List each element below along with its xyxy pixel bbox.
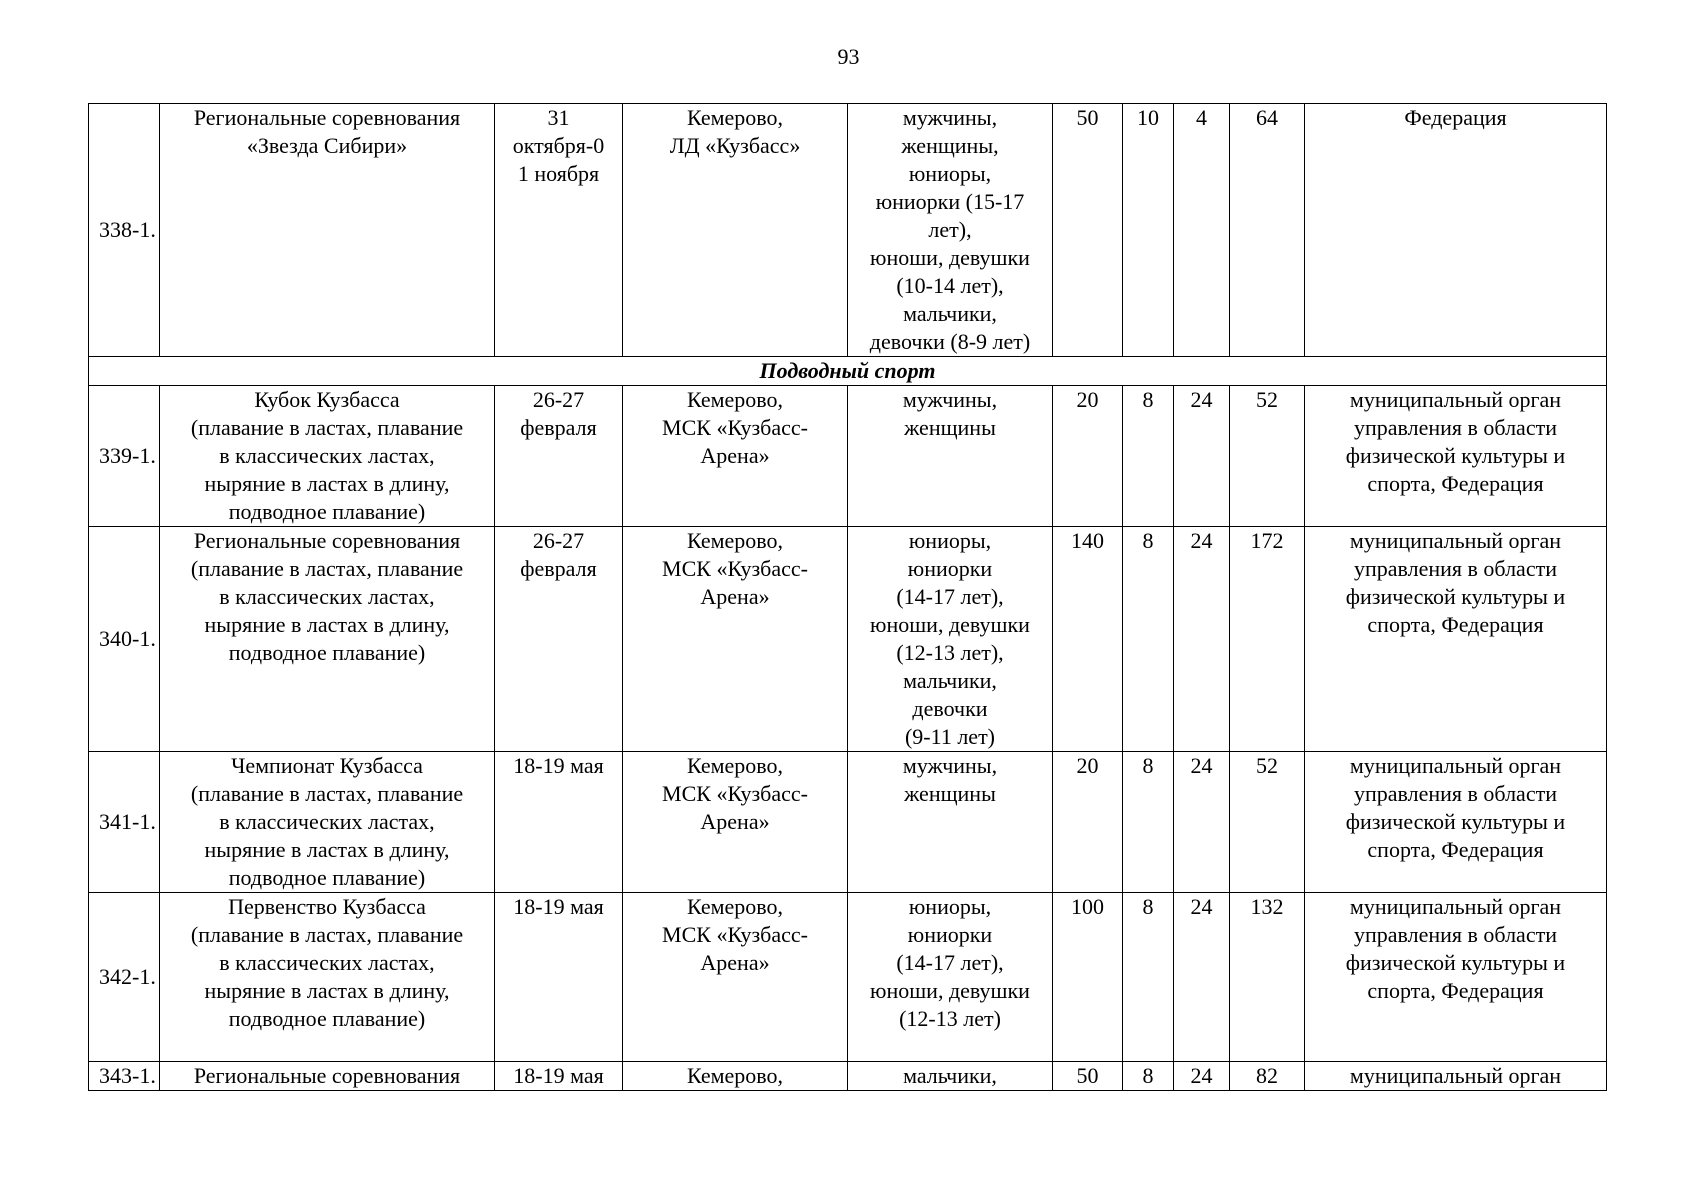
event-date: 31 октября-0 1 ноября [495, 104, 623, 357]
event-participants: мужчины, женщины [848, 386, 1053, 527]
event-name: Чемпионат Кузбасса (плавание в ластах, плавание в классических ластах, ныряние в ластах в длину, подводное плавание) [160, 752, 495, 893]
event-organizer: муниципальный орган управления в области физической культуры и спорта, Федерация [1305, 752, 1607, 893]
count-total: 172 [1230, 527, 1305, 752]
count-3: 24 [1174, 386, 1230, 527]
row-number: 343-1. [89, 1062, 160, 1091]
event-place: Кемерово, ЛД «Кузбасс» [623, 104, 848, 357]
event-date: 26-27 февраля [495, 527, 623, 752]
count-total: 82 [1230, 1062, 1305, 1091]
event-name: Первенство Кузбасса (плавание в ластах, плавание в классических ластах, ныряние в ластах в длину, подводное плавание) [160, 893, 495, 1062]
section-title: Подводный спорт [89, 357, 1607, 386]
count-1: 140 [1053, 527, 1123, 752]
event-date: 18-19 мая [495, 893, 623, 1062]
count-1: 20 [1053, 752, 1123, 893]
event-place: Кемерово, МСК «Кузбасс- Арена» [623, 752, 848, 893]
row-number: 341-1. [89, 752, 160, 893]
event-name: Кубок Кузбасса (плавание в ластах, плавание в классических ластах, ныряние в ластах в длину, подводное плавание) [160, 386, 495, 527]
count-2: 10 [1123, 104, 1174, 357]
event-name: Региональные соревнования [160, 1062, 495, 1091]
table-row [89, 386, 1607, 527]
section-row [89, 357, 1607, 386]
event-participants: мужчины, женщины [848, 752, 1053, 893]
count-1: 50 [1053, 1062, 1123, 1091]
row-number: 340-1. [89, 527, 160, 752]
event-organizer: муниципальный орган управления в области физической культуры и спорта, Федерация [1305, 893, 1607, 1062]
event-name: Региональные соревнования (плавание в ластах, плавание в классических ластах, ныряние в ластах в длину, подводное плавание) [160, 527, 495, 752]
events-table [88, 103, 1607, 1091]
row-number: 338-1. [89, 104, 160, 357]
table-row [89, 1062, 1607, 1091]
event-place: Кемерово, МСК «Кузбасс- Арена» [623, 386, 848, 527]
count-3: 24 [1174, 1062, 1230, 1091]
count-3: 24 [1174, 752, 1230, 893]
event-participants: мальчики, [848, 1062, 1053, 1091]
event-participants: юниоры, юниорки (14-17 лет), юноши, девушки (12-13 лет), мальчики, девочки (9-11 лет) [848, 527, 1053, 752]
count-1: 50 [1053, 104, 1123, 357]
table-row [89, 752, 1607, 893]
event-organizer: муниципальный орган [1305, 1062, 1607, 1091]
count-1: 100 [1053, 893, 1123, 1062]
event-place: Кемерово, МСК «Кузбасс- Арена» [623, 893, 848, 1062]
page-number: 93 [837, 44, 860, 69]
event-date: 26-27 февраля [495, 386, 623, 527]
count-2: 8 [1123, 752, 1174, 893]
table-row [89, 893, 1607, 1062]
event-place: Кемерово, [623, 1062, 848, 1091]
count-2: 8 [1123, 386, 1174, 527]
event-participants: юниоры, юниорки (14-17 лет), юноши, девушки (12-13 лет) [848, 893, 1053, 1062]
event-organizer: Федерация [1305, 104, 1607, 357]
event-date: 18-19 мая [495, 1062, 623, 1091]
row-number: 339-1. [89, 386, 160, 527]
count-2: 8 [1123, 527, 1174, 752]
event-place: Кемерово, МСК «Кузбасс- Арена» [623, 527, 848, 752]
count-3: 24 [1174, 893, 1230, 1062]
event-participants: мужчины, женщины, юниоры, юниорки (15-17 лет), юноши, девушки (10-14 лет), мальчики, девочки (8-9 лет) [848, 104, 1053, 357]
count-total: 52 [1230, 386, 1305, 527]
count-total: 64 [1230, 104, 1305, 357]
count-3: 24 [1174, 527, 1230, 752]
table-row [89, 527, 1607, 752]
row-number: 342-1. [89, 893, 160, 1062]
count-1: 20 [1053, 386, 1123, 527]
count-2: 8 [1123, 1062, 1174, 1091]
count-total: 132 [1230, 893, 1305, 1062]
table-row [89, 104, 1607, 357]
count-3: 4 [1174, 104, 1230, 357]
event-date: 18-19 мая [495, 752, 623, 893]
event-name: Региональные соревнования «Звезда Сибири» [160, 104, 495, 357]
count-total: 52 [1230, 752, 1305, 893]
count-2: 8 [1123, 893, 1174, 1062]
event-organizer: муниципальный орган управления в области физической культуры и спорта, Федерация [1305, 386, 1607, 527]
event-organizer: муниципальный орган управления в области физической культуры и спорта, Федерация [1305, 527, 1607, 752]
